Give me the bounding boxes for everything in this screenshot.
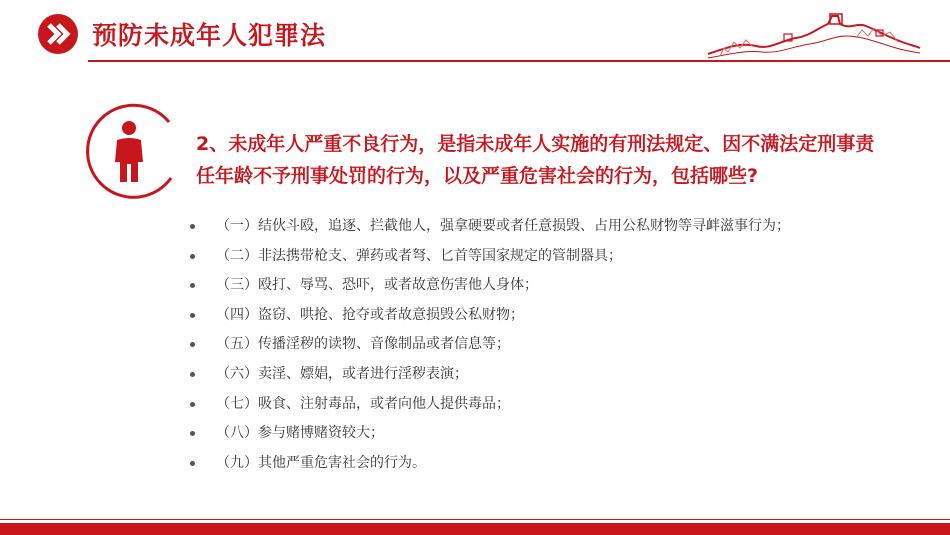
list-item-text: （九）其他严重危害社会的行为。 <box>216 454 426 471</box>
bullet-dot <box>190 431 195 436</box>
list-item <box>190 212 790 242</box>
header <box>0 0 950 70</box>
list-item <box>190 242 790 272</box>
list-item-text: （一）结伙斗殴，追逐、拦截他人，强拿硬要或者任意损毁、占用公私财物等寻衅滋事行为； <box>216 218 790 234</box>
list-item-text: （八）参与赌博赌资较大； <box>216 425 384 442</box>
bullet-dot <box>190 283 195 288</box>
person-icon <box>83 100 185 202</box>
list-item <box>190 419 790 449</box>
bullet-dot <box>190 372 195 377</box>
list-item-text: （二）非法携带枪支、弹药或者弩、匕首等国家规定的管制器具； <box>216 247 622 264</box>
double-chevron-right-icon <box>38 14 78 54</box>
list-item <box>190 360 790 390</box>
footer-line <box>0 519 950 520</box>
list-item-text: （四）盗窃、哄抢、抢夺或者故意损毁公私财物； <box>216 306 524 323</box>
list-item-text: （五）传播淫秽的读物、音像制品或者信息等； <box>216 336 510 353</box>
page-title: 预防未成年人犯罪法 <box>92 21 327 50</box>
bullet-dot <box>190 402 195 407</box>
bullet-dot <box>190 254 195 259</box>
list-item-text: （六）卖淫、嫖娼，或者进行淫秽表演； <box>216 365 468 382</box>
behavior-list <box>190 212 790 478</box>
bullet-dot <box>190 224 195 229</box>
list-item <box>190 271 790 301</box>
bullet-dot <box>190 313 195 318</box>
great-wall-icon <box>706 12 922 62</box>
list-item-text: （三）殴打、辱骂、恐吓，或者故意伤害他人身体； <box>216 277 538 294</box>
footer-bar <box>0 523 950 535</box>
bullet-dot <box>190 461 195 466</box>
list-item <box>190 301 790 331</box>
list-item <box>190 390 790 420</box>
list-item-text: （七）吸食、注射毒品，或者向他人提供毒品； <box>216 395 510 412</box>
list-item <box>190 330 790 360</box>
list-item <box>190 449 790 479</box>
bullet-dot <box>190 342 195 347</box>
intro-headline: 2、未成年人严重不良行为，是指未成年人实施的有刑法规定、因不满法定刑事责任年龄不予刑事处罚的行为，以及严重危害社会的行为，包括哪些? <box>196 133 875 187</box>
